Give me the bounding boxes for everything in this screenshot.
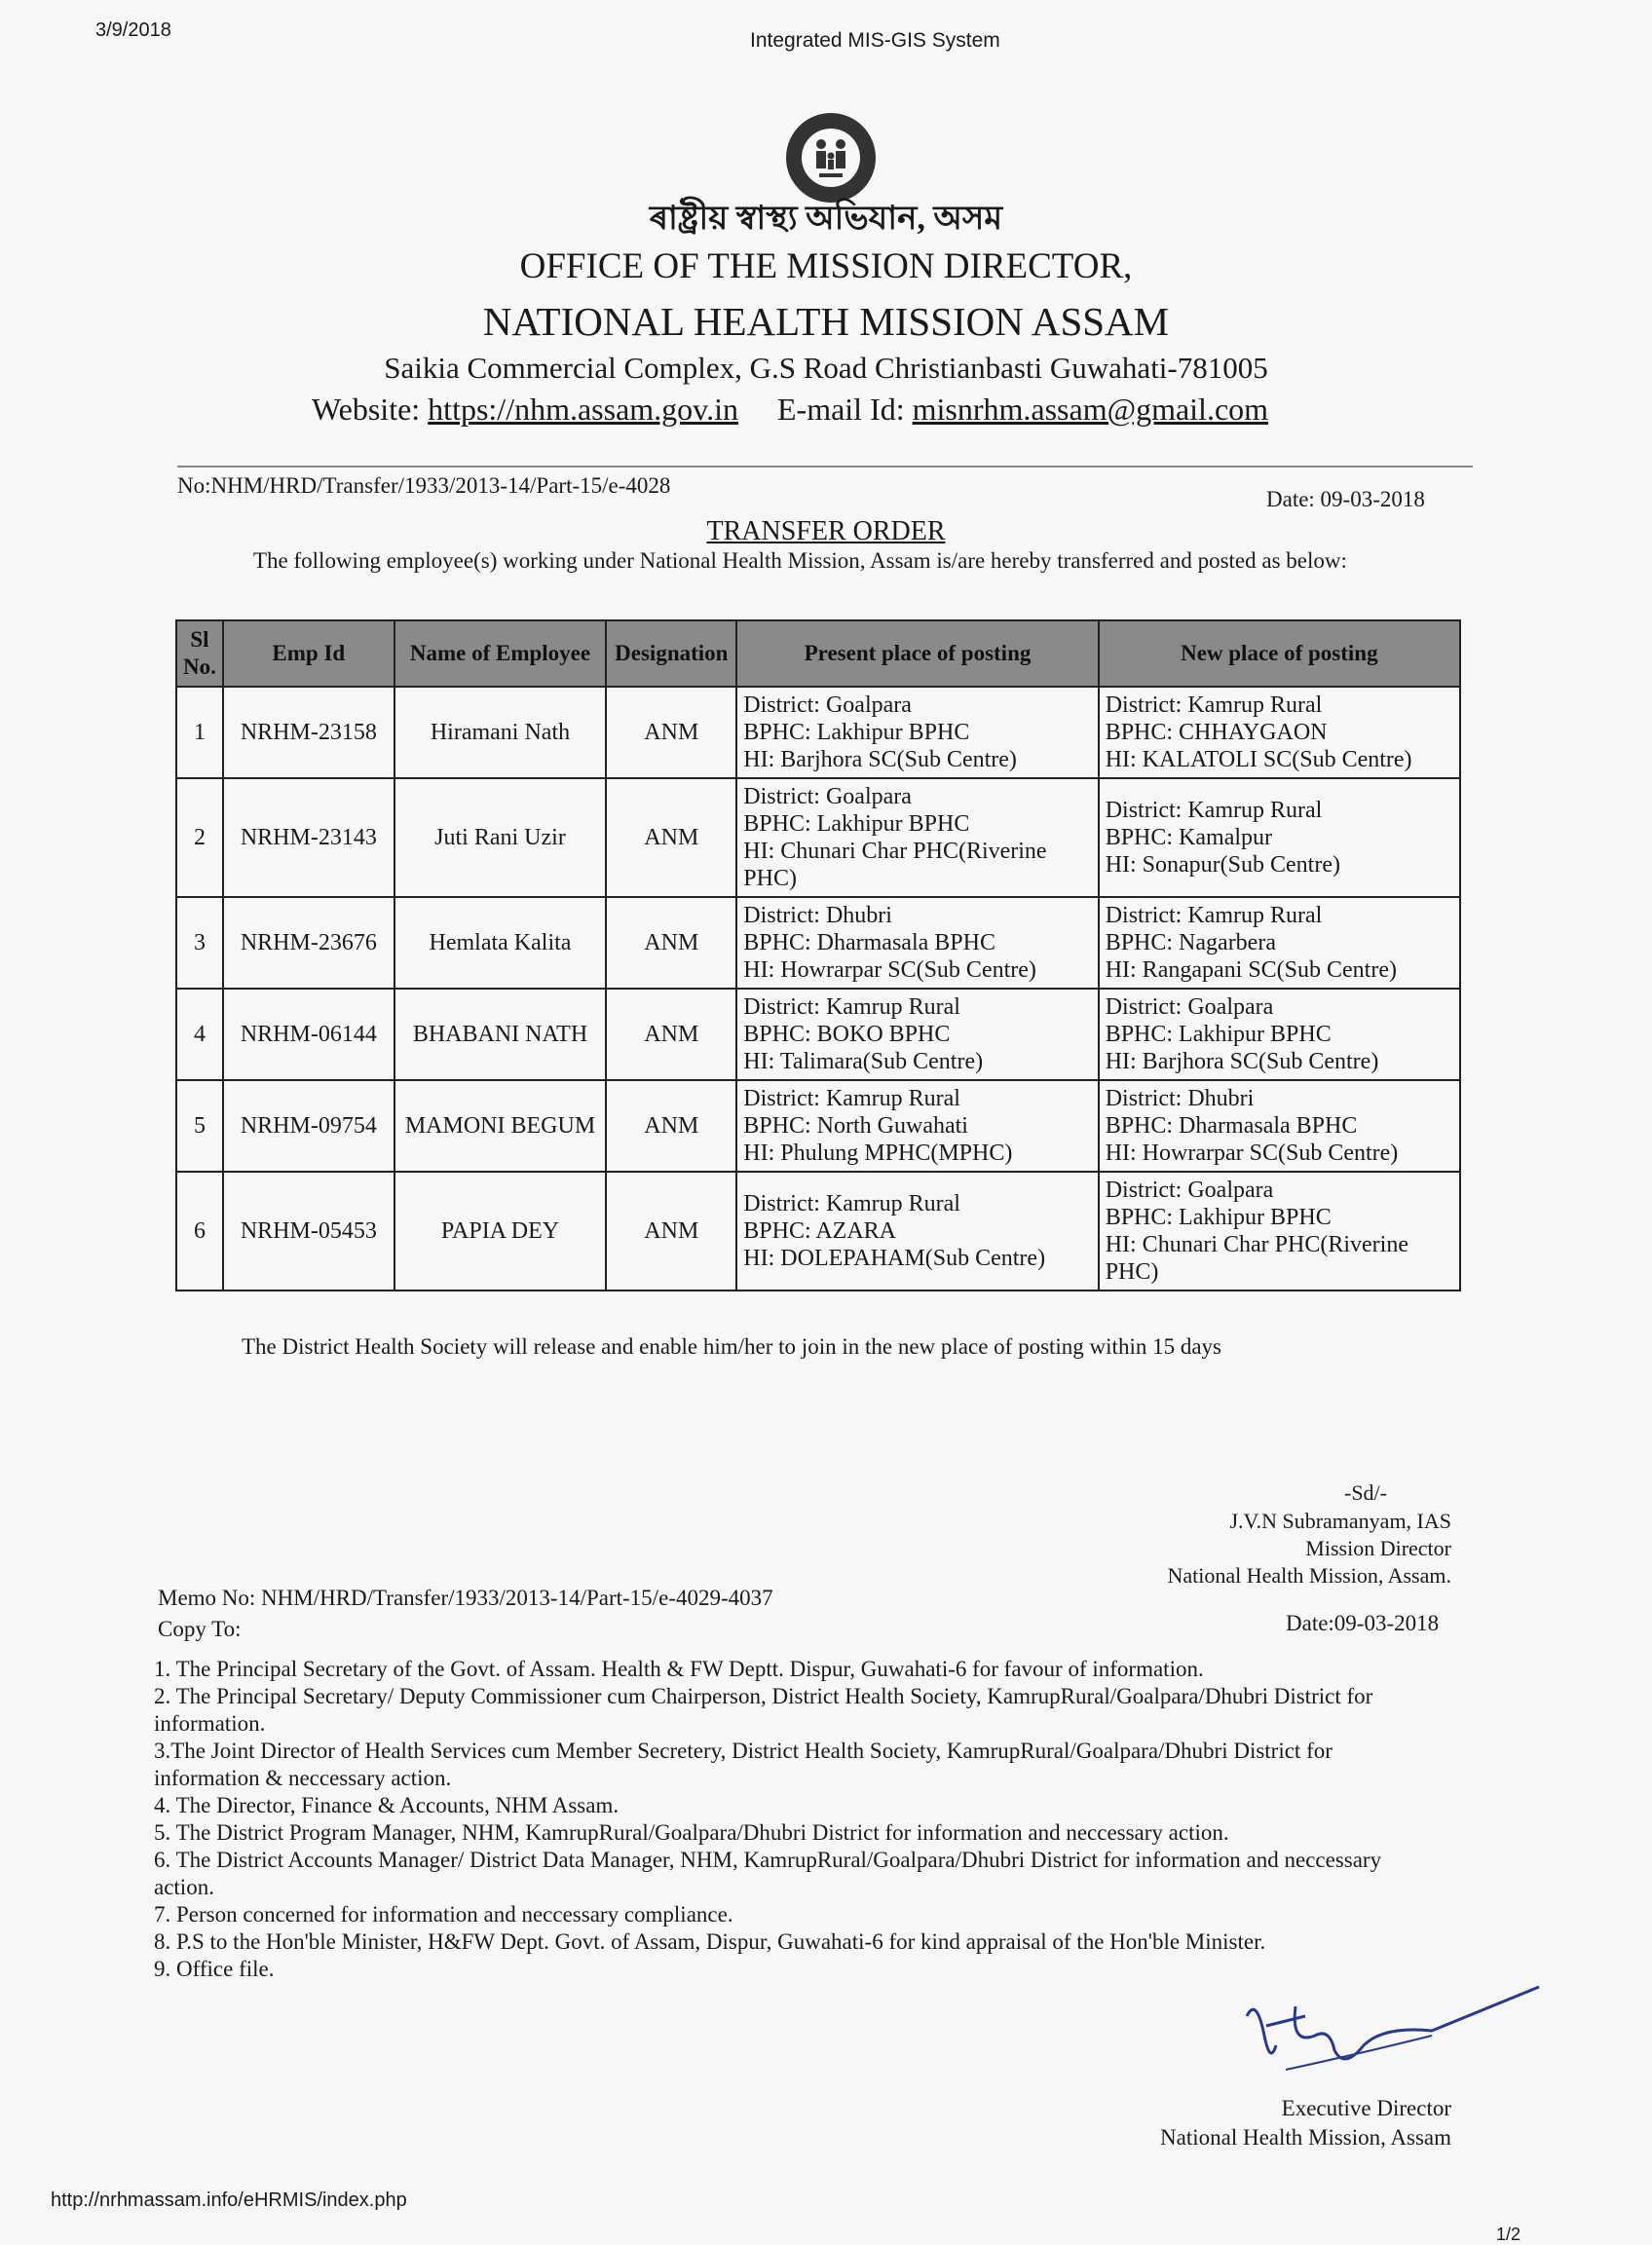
cell-emp-id: NRHM-23158 <box>223 687 394 778</box>
cell-present-posting <box>736 1172 1098 1291</box>
cell-present-posting <box>736 989 1098 1080</box>
posting-line: BPHC: CHHAYGAON <box>1105 720 1328 745</box>
posting-line: District: Goalpara <box>743 692 912 718</box>
copy-to-item: 1. The Principal Secretary of the Govt. of Assam. Health & FW Deptt. Dispur, Guwahati-6 for favour of information. <box>154 1657 1204 1681</box>
cell-new-posting <box>1099 778 1460 897</box>
order-reference-number: No:NHM/HRD/Transfer/1933/2013-14/Part-15/e-4028 <box>177 473 671 498</box>
posting-line: HI: Sonapur(Sub Centre) <box>1105 852 1340 878</box>
cell-employee-name: Hemlata Kalita <box>394 897 607 989</box>
header-designation: Designation <box>606 620 736 687</box>
cell-new-posting <box>1099 1172 1460 1291</box>
posting-line: HI: Howrarpar SC(Sub Centre) <box>1105 1141 1399 1166</box>
posting-line: District: Dhubri <box>1105 1086 1255 1111</box>
header-emp-id: Emp Id <box>223 620 394 687</box>
posting-line: District: Kamrup Rural <box>1105 798 1323 823</box>
cell-employee-name: PAPIA DEY <box>394 1172 607 1291</box>
posting-line: BPHC: Dharmasala BPHC <box>1105 1113 1358 1139</box>
copy-to-list <box>154 1656 1440 1983</box>
order-title: TRANSFER ORDER <box>706 516 946 546</box>
posting-line: HI: Rangapani SC(Sub Centre) <box>1105 957 1397 983</box>
cell-emp-id: NRHM-23676 <box>223 897 394 989</box>
cell-employee-name: BHABANI NATH <box>394 989 607 1080</box>
executive-title: Executive Director <box>1281 2096 1451 2120</box>
posting-line: HI: DOLEPAHAM(Sub Centre) <box>743 1246 1046 1271</box>
nhm-logo-icon <box>782 109 880 206</box>
posting-line: HI: KALATOLI SC(Sub Centre) <box>1105 747 1412 772</box>
footer-url: http://nrhmassam.info/eHRMIS/index.php <box>51 2189 407 2211</box>
header-sl-no: Sl No. <box>176 620 223 687</box>
posting-line: HI: Chunari Char PHC(Riverine PHC) <box>743 839 1047 891</box>
cell-sl-no: 2 <box>176 778 223 897</box>
table-header-row <box>176 620 1460 687</box>
copy-to-item: 5. The District Program Manager, NHM, KamrupRural/Goalpara/Dhubri District for information and neccessary action. <box>154 1820 1229 1845</box>
posting-line: District: Goalpara <box>743 784 912 809</box>
cell-emp-id: NRHM-23143 <box>223 778 394 897</box>
posting-line: HI: Barjhora SC(Sub Centre) <box>743 747 1017 772</box>
copy-to-item: 6. The District Accounts Manager/ District Data Manager, NHM, KamrupRural/Goalpara/Dhubri District for information and neccessary action. <box>154 1848 1382 1899</box>
table-row <box>176 687 1460 778</box>
page-number: 1/2 <box>1496 2225 1521 2244</box>
posting-line: District: Goalpara <box>1105 994 1274 1020</box>
transfer-table <box>175 619 1461 1291</box>
posting-line: HI: Phulung MPHC(MPHC) <box>743 1141 1013 1166</box>
letterhead-divider <box>177 466 1473 468</box>
signer-org: National Health Mission, Assam. <box>1167 1563 1451 1588</box>
copy-to-label: Copy To: <box>158 1617 242 1641</box>
print-header-title: Integrated MIS-GIS System <box>750 29 1000 52</box>
cell-present-posting <box>736 897 1098 989</box>
cell-new-posting <box>1099 897 1460 989</box>
email-link[interactable]: misnrhm.assam@gmail.com <box>912 392 1269 427</box>
posting-line: BPHC: Lakhipur BPHC <box>743 720 970 745</box>
posting-line: BPHC: North Guwahati <box>743 1113 968 1139</box>
cell-sl-no: 6 <box>176 1172 223 1291</box>
copy-to-item: 3.The Joint Director of Health Services cum Member Secretery, District Health Society, KamrupRural/Goalpara/Dhubri District for information & neccessary action. <box>154 1739 1333 1790</box>
cell-new-posting <box>1099 687 1460 778</box>
table-row <box>176 778 1460 897</box>
copy-to-item: 4. The Director, Finance & Accounts, NHM Assam. <box>154 1793 620 1817</box>
posting-line: HI: Talimara(Sub Centre) <box>743 1049 984 1074</box>
header-employee-name: Name of Employee <box>394 620 607 687</box>
header-new-posting: New place of posting <box>1099 620 1460 687</box>
signer-block <box>1120 1508 1451 1590</box>
cell-present-posting <box>736 778 1098 897</box>
table-row <box>176 1172 1460 1291</box>
posting-line: District: Kamrup Rural <box>1105 903 1323 928</box>
cell-employee-name: MAMONI BEGUM <box>394 1080 607 1172</box>
cell-designation: ANM <box>606 989 736 1080</box>
letterhead-bengali-title: ৰাষ্ট্ৰীয় স্বাস্থ্য অভিযান, অসম <box>649 201 1003 237</box>
cell-present-posting <box>736 687 1098 778</box>
cell-emp-id: NRHM-05453 <box>223 1172 394 1291</box>
cell-emp-id: NRHM-09754 <box>223 1080 394 1172</box>
table-row <box>176 1080 1460 1172</box>
posting-line: District: Dhubri <box>743 903 892 928</box>
copy-to-item: 9. Office file. <box>154 1957 275 1981</box>
website-link[interactable]: https://nhm.assam.gov.in <box>428 392 738 427</box>
header-present-posting: Present place of posting <box>736 620 1098 687</box>
print-date: 3/9/2018 <box>95 19 171 41</box>
signature-sd: -Sd/- <box>1344 1480 1387 1505</box>
posting-line: BPHC: Dharmasala BPHC <box>743 930 995 955</box>
copy-to-item: 8. P.S to the Hon'ble Minister, H&FW Dept. Govt. of Assam, Dispur, Guwahati-6 for kind appraisal of the Hon'ble Minister. <box>154 1929 1266 1954</box>
handwritten-signature-icon <box>1237 1977 1549 2094</box>
release-note: The District Health Society will release and enable him/her to join in the new place of posting within 15 days <box>242 1334 1221 1359</box>
table-row <box>176 989 1460 1080</box>
cell-new-posting <box>1099 989 1460 1080</box>
cell-designation: ANM <box>606 1172 736 1291</box>
posting-line: BPHC: Lakhipur BPHC <box>743 811 970 837</box>
letterhead-office-line2: NATIONAL HEALTH MISSION ASSAM <box>482 299 1170 344</box>
cell-sl-no: 4 <box>176 989 223 1080</box>
cell-sl-no: 1 <box>176 687 223 778</box>
posting-line: District: Goalpara <box>1105 1178 1274 1203</box>
letterhead-address: Saikia Commercial Complex, G.S Road Christianbasti Guwahati-781005 <box>384 351 1268 385</box>
cell-emp-id: NRHM-06144 <box>223 989 394 1080</box>
letterhead-contact <box>312 392 1268 428</box>
table-row <box>176 897 1460 989</box>
posting-line: BPHC: Kamalpur <box>1105 825 1273 850</box>
cell-employee-name: Juti Rani Uzir <box>394 778 607 897</box>
posting-line: District: Kamrup Rural <box>1105 692 1323 718</box>
posting-line: BPHC: Nagarbera <box>1105 930 1276 955</box>
posting-line: HI: Howrarpar SC(Sub Centre) <box>743 957 1036 983</box>
order-intro: The following employee(s) working under National Health Mission, Assam is/are hereby transferred and posted as below: <box>253 548 1347 573</box>
posting-line: District: Kamrup Rural <box>743 1086 960 1111</box>
website-label: Website: <box>312 392 421 427</box>
executive-block <box>1071 2094 1451 2152</box>
copy-to-item: 7. Person concerned for information and neccessary compliance. <box>154 1902 733 1927</box>
cell-designation: ANM <box>606 778 736 897</box>
memo-date: Date:09-03-2018 <box>1286 1611 1440 1635</box>
posting-line: HI: Chunari Char PHC(Riverine PHC) <box>1105 1232 1408 1285</box>
executive-org: National Health Mission, Assam <box>1160 2125 1451 2150</box>
order-date: Date: 09-03-2018 <box>1266 487 1425 511</box>
cell-employee-name: Hiramani Nath <box>394 687 607 778</box>
signer-title: Mission Director <box>1305 1536 1451 1560</box>
posting-line: BPHC: Lakhipur BPHC <box>1105 1022 1332 1047</box>
posting-line: BPHC: BOKO BPHC <box>743 1022 951 1047</box>
cell-sl-no: 5 <box>176 1080 223 1172</box>
cell-designation: ANM <box>606 687 736 778</box>
memo-number: Memo No: NHM/HRD/Transfer/1933/2013-14/Part-15/e-4029-4037 <box>158 1586 773 1610</box>
posting-line: District: Kamrup Rural <box>743 1191 960 1216</box>
posting-line: District: Kamrup Rural <box>743 994 960 1020</box>
copy-to-item: 2. The Principal Secretary/ Deputy Commissioner cum Chairperson, District Health Society, KamrupRural/Goalpara/Dhubri District for information. <box>154 1684 1373 1736</box>
cell-sl-no: 3 <box>176 897 223 989</box>
posting-line: HI: Barjhora SC(Sub Centre) <box>1105 1049 1379 1074</box>
cell-present-posting <box>736 1080 1098 1172</box>
posting-line: BPHC: Lakhipur BPHC <box>1105 1205 1332 1230</box>
email-label: E-mail Id: <box>776 392 905 427</box>
cell-new-posting <box>1099 1080 1460 1172</box>
posting-line: BPHC: AZARA <box>743 1218 896 1244</box>
letterhead-office-line1: OFFICE OF THE MISSION DIRECTOR, <box>519 246 1133 286</box>
signer-name: J.V.N Subramanyam, IAS <box>1229 1509 1451 1533</box>
cell-designation: ANM <box>606 897 736 989</box>
cell-designation: ANM <box>606 1080 736 1172</box>
